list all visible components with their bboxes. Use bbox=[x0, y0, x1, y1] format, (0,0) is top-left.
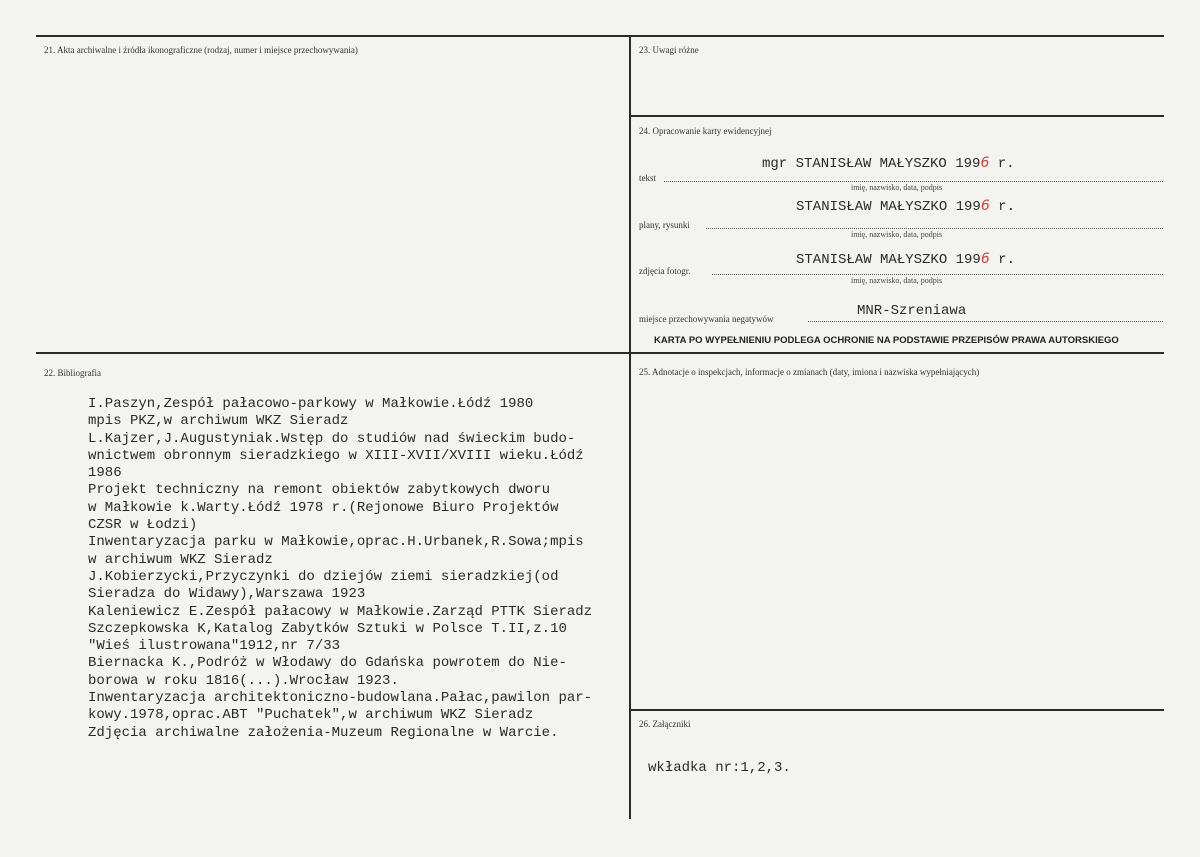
bibliography-line: "Wieś ilustrowana"1912,nr 7/33 bbox=[88, 638, 341, 655]
rule-25-26 bbox=[630, 709, 1164, 711]
tekst-label: tekst bbox=[639, 173, 656, 183]
bibliography-line: w Małkowie k.Warty.Łódź 1978 r.(Rejonowe Biuro Projektów bbox=[88, 499, 559, 516]
section-22-label: 22. Bibliografia bbox=[44, 368, 101, 378]
bibliography-line: wnictwem obronnym sieradzkiego w XIII-XVII/XVIII wieku.Łódź bbox=[88, 447, 584, 464]
bibliography-line: J.Kobierzycki,Przyczynki do dziejów ziemi sieradzkiej(od bbox=[88, 568, 559, 585]
plany-caption: imię, nazwisko, data, podpis bbox=[851, 230, 943, 239]
section-23-label: 23. Uwagi różne bbox=[639, 45, 699, 55]
zdjecia-author: STANISŁAW MAŁYSZKO 1996 r. bbox=[796, 251, 1015, 268]
bibliography-line: w archiwum WKZ Sieradz bbox=[88, 551, 273, 568]
plany-label: plany, rysunki bbox=[639, 220, 690, 230]
plany-dotted-line bbox=[706, 228, 1163, 229]
zdjecia-dotted-line bbox=[712, 274, 1163, 275]
tekst-author: mgr STANISŁAW MAŁYSZKO 1996 r. bbox=[762, 155, 1015, 172]
tekst-dotted-line bbox=[664, 181, 1163, 182]
plany-author: STANISŁAW MAŁYSZKO 1996 r. bbox=[796, 198, 1015, 215]
section-21-label: 21. Akta archiwalne i źródła ikonograficzne (rodzaj, numer i miejsce przechowywania) bbox=[44, 45, 358, 55]
bibliography-line: 1986 bbox=[88, 465, 122, 482]
bibliography-line: Projekt techniczny na remont obiektów zabytkowych dworu bbox=[88, 482, 551, 499]
negatywy-value: MNR-Szreniawa bbox=[857, 303, 967, 319]
section-24-label: 24. Opracowanie karty ewidencyjnej bbox=[639, 126, 772, 136]
bibliography-line: Inwentaryzacja architektoniczno-budowlana.Pałac,pawilon par- bbox=[88, 690, 593, 707]
zdjecia-caption: imię, nazwisko, data, podpis bbox=[851, 276, 943, 285]
center-divider bbox=[629, 35, 631, 819]
middle-rule bbox=[36, 352, 1164, 354]
negatywy-label: miejsce przechowywania negatywów bbox=[639, 314, 774, 324]
bibliography-line: Zdjęcia archiwalne założenia-Muzeum Regionalne w Warcie. bbox=[88, 724, 559, 741]
bibliography-list bbox=[88, 396, 592, 742]
bibliography-line: Kaleniewicz E.Zespół pałacowy w Małkowie.Zarząd PTTK Sieradz bbox=[88, 603, 593, 620]
bibliography-line: Szczepkowska K,Katalog Zabytków Sztuki w Polsce T.II,z.10 bbox=[88, 620, 567, 637]
section-26-label: 26. Załączniki bbox=[639, 719, 691, 729]
bibliography-line: borowa w roku 1816(...).Wrocław 1923. bbox=[88, 672, 399, 689]
negatywy-dotted-line bbox=[808, 321, 1163, 322]
bibliography-line: Sieradza do Widawy),Warszawa 1923 bbox=[88, 586, 366, 603]
bibliography-line: Inwentaryzacja parku w Małkowie,oprac.H.Urbanek,R.Sowa;mpis bbox=[88, 534, 584, 551]
copyright-notice: KARTA PO WYPEŁNIENIU PODLEGA OCHRONIE NA PODSTAWIE PRZEPISÓW PRAWA AUTORSKIEGO bbox=[654, 335, 1119, 346]
attachments-value: wkładka nr:1,2,3. bbox=[648, 760, 791, 776]
rule-23-24 bbox=[630, 115, 1164, 117]
bibliography-line: L.Kajzer,J.Augustyniak.Wstęp do studiów nad świeckim budo- bbox=[88, 430, 576, 447]
bibliography-line: Biernacka K.,Podróż w Włodawy do Gdańska powrotem do Nie- bbox=[88, 655, 567, 672]
bibliography-line: I.Paszyn,Zespół pałacowo-parkowy w Małkowie.Łódź 1980 bbox=[88, 396, 534, 412]
zdjecia-label: zdjęcia fotogr. bbox=[639, 266, 691, 276]
tekst-caption: imię, nazwisko, data, podpis bbox=[851, 183, 943, 192]
top-rule bbox=[36, 35, 1164, 37]
bibliography-line: kowy.1978,oprac.ABT "Puchatek",w archiwum WKZ Sieradz bbox=[88, 707, 534, 724]
bibliography-line: CZSR w Łodzi) bbox=[88, 517, 198, 534]
bibliography-line: mpis PKZ,w archiwum WKZ Sieradz bbox=[88, 413, 349, 430]
section-25-label: 25. Adnotacje o inspekcjach, informacje o zmianach (daty, imiona i nazwiska wypełniających) bbox=[639, 367, 980, 377]
